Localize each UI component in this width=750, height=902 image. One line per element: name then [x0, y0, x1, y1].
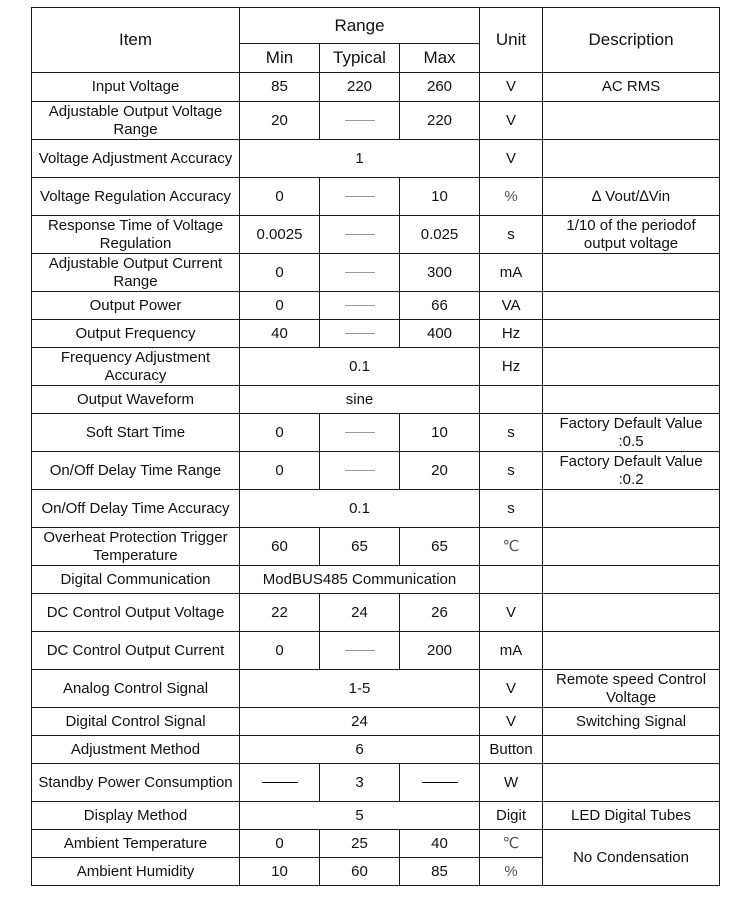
cell-item: Display Method: [32, 802, 240, 830]
table-row: [32, 254, 720, 292]
cell-description: Factory Default Value :0.5: [543, 414, 720, 452]
cell-min: 0: [240, 830, 320, 858]
cell-item: On/Off Delay Time Range: [32, 452, 240, 490]
cell-item: DC Control Output Voltage: [32, 594, 240, 632]
cell-item: Output Power: [32, 292, 240, 320]
cell-max: 300: [400, 254, 480, 292]
cell-description: [543, 736, 720, 764]
cell-max: 20: [400, 452, 480, 490]
cell-range-value: 24: [240, 708, 480, 736]
cell-unit: V: [480, 670, 543, 708]
table-row: [32, 216, 720, 254]
table-row: [32, 736, 720, 764]
cell-typical: 220: [320, 73, 400, 102]
table-row: [32, 802, 720, 830]
cell-item: Frequency Adjustment Accuracy: [32, 348, 240, 386]
table-row: [32, 830, 720, 858]
dash-placeholder: [345, 120, 375, 121]
table-row: [32, 490, 720, 528]
cell-unit: Button: [480, 736, 543, 764]
cell-unit: s: [480, 490, 543, 528]
table-row: [32, 386, 720, 414]
cell-item: Digital Control Signal: [32, 708, 240, 736]
cell-unit: s: [480, 216, 543, 254]
cell-typical: 24: [320, 594, 400, 632]
cell-description: 1/10 of the periodof output voltage: [543, 216, 720, 254]
cell-description: [543, 348, 720, 386]
cell-typical: [320, 254, 400, 292]
cell-typical: [320, 216, 400, 254]
cell-description: [543, 566, 720, 594]
cell-unit: ℃: [480, 528, 543, 566]
cell-typical: 60: [320, 858, 400, 886]
dash-placeholder: [345, 272, 375, 273]
spec-table: [31, 7, 720, 886]
cell-item: Adjustable Output Voltage Range: [32, 102, 240, 140]
table-row: [32, 178, 720, 216]
cell-description: Switching Signal: [543, 708, 720, 736]
cell-unit: ℃: [480, 830, 543, 858]
cell-max: 400: [400, 320, 480, 348]
cell-description: [543, 594, 720, 632]
cell-item: Voltage Adjustment Accuracy: [32, 140, 240, 178]
cell-unit: s: [480, 452, 543, 490]
cell-description: [543, 632, 720, 670]
header-range: Range: [240, 8, 480, 44]
cell-range-value: ModBUS485 Communication: [240, 566, 480, 594]
cell-typical: 25: [320, 830, 400, 858]
cell-item: Adjustment Method: [32, 736, 240, 764]
cell-max: 85: [400, 858, 480, 886]
cell-unit: mA: [480, 254, 543, 292]
cell-typical: [320, 452, 400, 490]
table-row: [32, 348, 720, 386]
cell-min: 20: [240, 102, 320, 140]
cell-range-value: 1-5: [240, 670, 480, 708]
header-description: Description: [543, 8, 720, 73]
table-row: [32, 73, 720, 102]
cell-unit: Digit: [480, 802, 543, 830]
dash-placeholder: [422, 782, 458, 783]
cell-min: 40: [240, 320, 320, 348]
cell-unit: VA: [480, 292, 543, 320]
cell-range-value: 5: [240, 802, 480, 830]
cell-item: Adjustable Output Current Range: [32, 254, 240, 292]
cell-description: [543, 764, 720, 802]
cell-description: AC RMS: [543, 73, 720, 102]
table-row: [32, 414, 720, 452]
cell-unit: V: [480, 102, 543, 140]
cell-description: [543, 528, 720, 566]
cell-max: 200: [400, 632, 480, 670]
cell-typical: 3: [320, 764, 400, 802]
cell-max: 65: [400, 528, 480, 566]
cell-item: Ambient Humidity: [32, 858, 240, 886]
cell-unit: [480, 386, 543, 414]
cell-unit: [480, 566, 543, 594]
cell-min: 22: [240, 594, 320, 632]
cell-max: [400, 764, 480, 802]
table-row: [32, 140, 720, 178]
table-row: [32, 764, 720, 802]
cell-description: [543, 140, 720, 178]
table-row: [32, 528, 720, 566]
cell-min: 0: [240, 632, 320, 670]
cell-typical: [320, 632, 400, 670]
cell-description: [543, 102, 720, 140]
cell-typical: [320, 178, 400, 216]
cell-item: Output Frequency: [32, 320, 240, 348]
cell-max: 0.025: [400, 216, 480, 254]
cell-min: 60: [240, 528, 320, 566]
cell-unit: mA: [480, 632, 543, 670]
cell-description: [543, 490, 720, 528]
cell-unit: s: [480, 414, 543, 452]
cell-min: 0: [240, 452, 320, 490]
cell-range-value: 0.1: [240, 490, 480, 528]
cell-item: Response Time of Voltage Regulation: [32, 216, 240, 254]
cell-item: Soft Start Time: [32, 414, 240, 452]
table-row: [32, 566, 720, 594]
table-row: [32, 292, 720, 320]
cell-typical: [320, 102, 400, 140]
cell-max: 220: [400, 102, 480, 140]
cell-item: DC Control Output Current: [32, 632, 240, 670]
header-unit: Unit: [480, 8, 543, 73]
cell-max: 10: [400, 178, 480, 216]
cell-typical: [320, 414, 400, 452]
cell-unit: V: [480, 594, 543, 632]
cell-min: 0: [240, 414, 320, 452]
dash-placeholder: [345, 432, 375, 433]
dash-placeholder: [345, 196, 375, 197]
cell-max: 66: [400, 292, 480, 320]
cell-unit: %: [480, 858, 543, 886]
cell-min: 0: [240, 178, 320, 216]
cell-item: On/Off Delay Time Accuracy: [32, 490, 240, 528]
cell-min: 85: [240, 73, 320, 102]
dash-placeholder: [345, 234, 375, 235]
cell-unit: V: [480, 708, 543, 736]
cell-description: Remote speed Control Voltage: [543, 670, 720, 708]
cell-item: Voltage Regulation Accuracy: [32, 178, 240, 216]
cell-min: 10: [240, 858, 320, 886]
cell-max: 40: [400, 830, 480, 858]
cell-description: [543, 254, 720, 292]
cell-typical: [320, 320, 400, 348]
cell-unit: Hz: [480, 320, 543, 348]
cell-unit: V: [480, 73, 543, 102]
cell-item: Overheat Protection Trigger Temperature: [32, 528, 240, 566]
table-row: [32, 632, 720, 670]
cell-item: Ambient Temperature: [32, 830, 240, 858]
dash-placeholder: [345, 650, 375, 651]
cell-description: LED Digital Tubes: [543, 802, 720, 830]
header-min: Min: [240, 44, 320, 73]
cell-item: Digital Communication: [32, 566, 240, 594]
header-typical: Typical: [320, 44, 400, 73]
cell-item: Output Waveform: [32, 386, 240, 414]
table-row: [32, 452, 720, 490]
cell-range-value: 6: [240, 736, 480, 764]
cell-max: 260: [400, 73, 480, 102]
dash-placeholder: [345, 333, 375, 334]
cell-max: 10: [400, 414, 480, 452]
cell-range-value: sine: [240, 386, 480, 414]
cell-description: [543, 292, 720, 320]
table-row: [32, 320, 720, 348]
cell-item: Standby Power Consumption: [32, 764, 240, 802]
cell-description: No Condensation: [543, 830, 720, 886]
cell-min: 0: [240, 254, 320, 292]
cell-item: Analog Control Signal: [32, 670, 240, 708]
cell-description: ∆ Vout/∆Vin: [543, 178, 720, 216]
cell-max: 26: [400, 594, 480, 632]
cell-min: 0: [240, 292, 320, 320]
cell-item: Input Voltage: [32, 73, 240, 102]
cell-min: 0.0025: [240, 216, 320, 254]
table-row: [32, 594, 720, 632]
dash-placeholder: [262, 782, 298, 783]
table-row: [32, 708, 720, 736]
cell-unit: %: [480, 178, 543, 216]
cell-unit: W: [480, 764, 543, 802]
dash-placeholder: [345, 305, 375, 306]
cell-range-value: 0.1: [240, 348, 480, 386]
table-row: [32, 670, 720, 708]
cell-range-value: 1: [240, 140, 480, 178]
cell-typical: 65: [320, 528, 400, 566]
dash-placeholder: [345, 470, 375, 471]
cell-min: [240, 764, 320, 802]
cell-unit: V: [480, 140, 543, 178]
cell-description: [543, 386, 720, 414]
cell-typical: [320, 292, 400, 320]
spec-body: [32, 73, 720, 886]
header-max: Max: [400, 44, 480, 73]
cell-unit: Hz: [480, 348, 543, 386]
cell-description: Factory Default Value :0.2: [543, 452, 720, 490]
table-row: [32, 102, 720, 140]
header-item: Item: [32, 8, 240, 73]
cell-description: [543, 320, 720, 348]
